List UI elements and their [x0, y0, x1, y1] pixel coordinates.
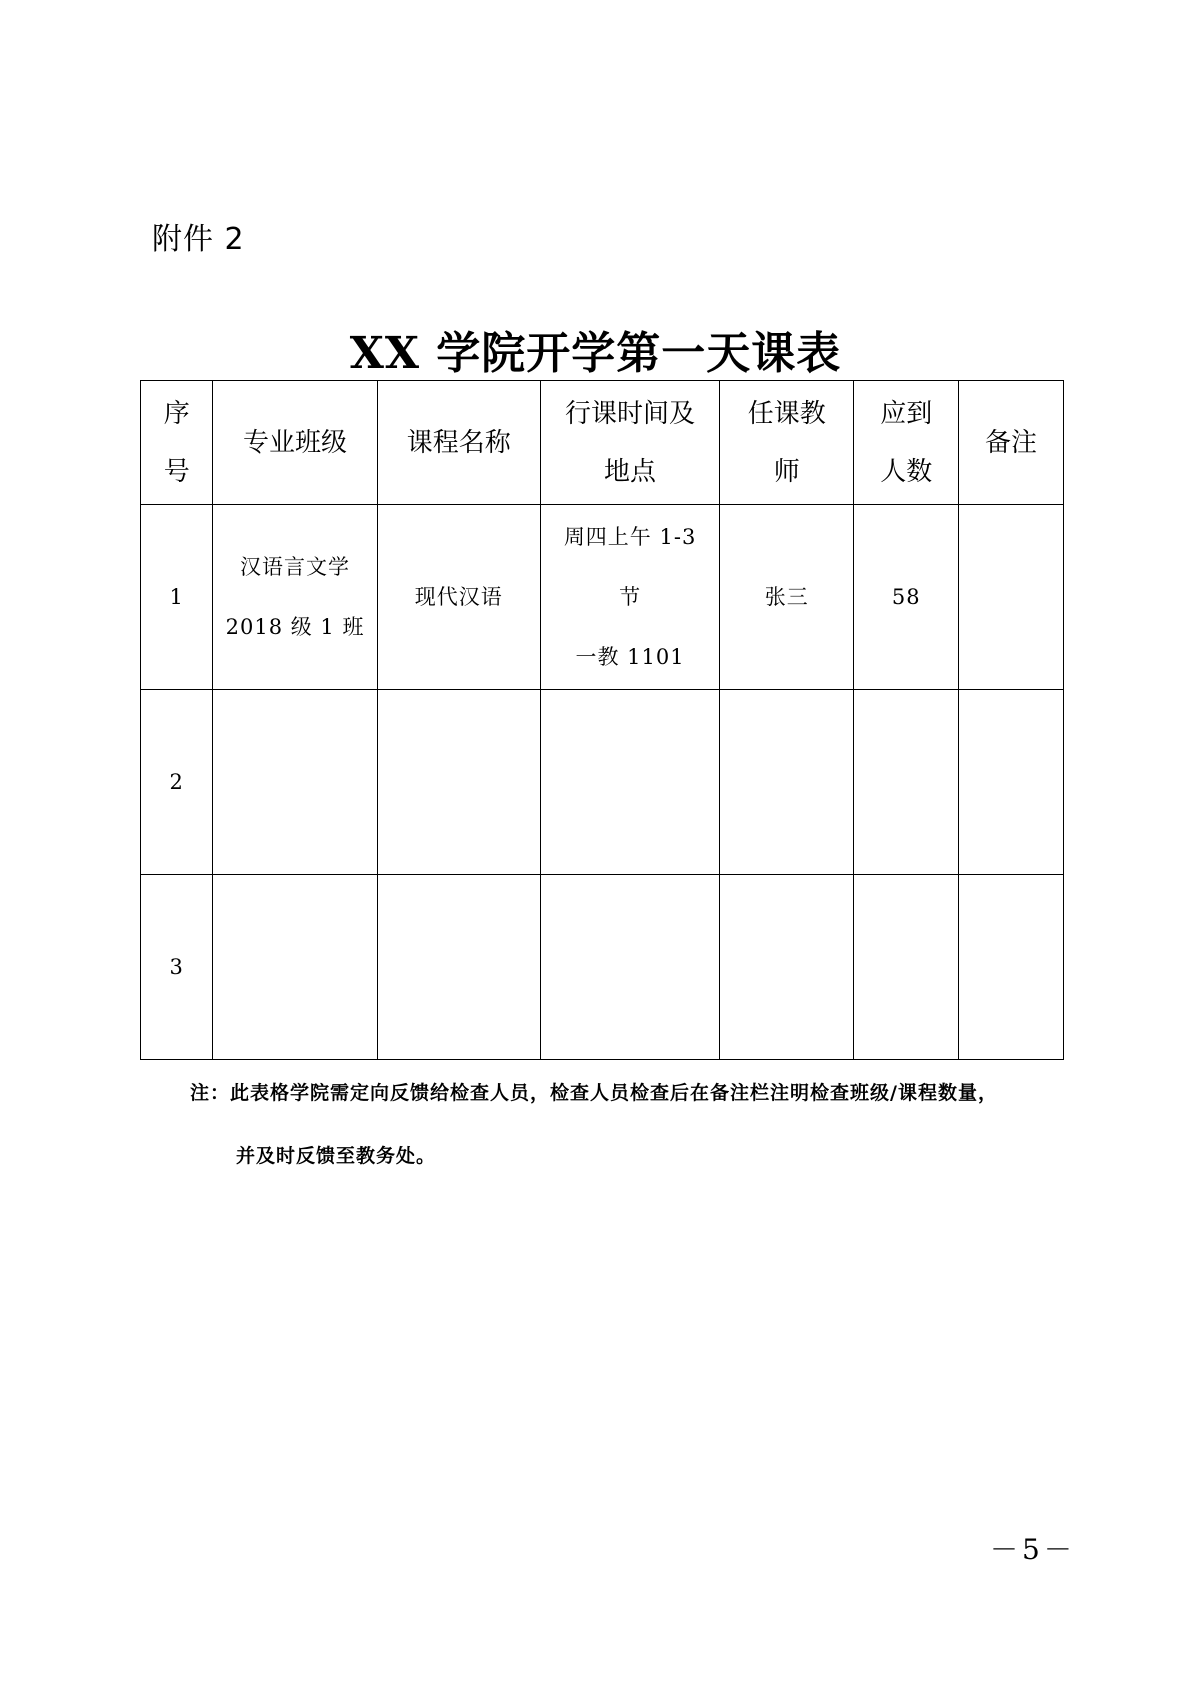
- page-title: XX 学院开学第一天课表: [349, 328, 842, 379]
- header-teacher: 任课教 师: [720, 381, 854, 505]
- header-time-place: 行课时间及 地点: [540, 381, 719, 505]
- table-row: [141, 690, 1064, 875]
- cell-index: 2: [141, 690, 213, 875]
- cell-remark: [959, 875, 1064, 1060]
- table-row: [141, 875, 1064, 1060]
- cell-expected: [854, 690, 959, 875]
- page-number: －5－: [990, 1533, 1076, 1566]
- header-index: 序 号: [141, 381, 213, 505]
- cell-teacher: [720, 690, 854, 875]
- cell-course: [377, 690, 540, 875]
- cell-expected: [854, 875, 959, 1060]
- footnote-line-1: 注：此表格学院需定向反馈给检查人员，检查人员检查后在备注栏注明检查班级/课程数量，: [190, 1082, 998, 1104]
- cell-time-place: 周四上午 1-3 节 一教 1101: [540, 505, 719, 690]
- attachment-label: 附件 2: [152, 222, 245, 257]
- cell-time-place: [540, 690, 719, 875]
- cell-remark: [959, 690, 1064, 875]
- cell-class: 汉语言文学 2018 级 1 班: [213, 505, 377, 690]
- header-course: 课程名称: [377, 381, 540, 505]
- schedule-table: [140, 380, 1064, 1060]
- header-class: 专业班级: [213, 381, 377, 505]
- header-expected: 应到 人数: [854, 381, 959, 505]
- cell-course: [377, 875, 540, 1060]
- cell-index: 1: [141, 505, 213, 690]
- cell-class: [213, 875, 377, 1060]
- cell-course: 现代汉语: [377, 505, 540, 690]
- table-header-row: [141, 381, 1064, 505]
- cell-time-place: [540, 875, 719, 1060]
- header-remark: 备注: [959, 381, 1064, 505]
- cell-expected: 58: [854, 505, 959, 690]
- cell-index: 3: [141, 875, 213, 1060]
- table-row: [141, 505, 1064, 690]
- cell-teacher: 张三: [720, 505, 854, 690]
- cell-teacher: [720, 875, 854, 1060]
- cell-remark: [959, 505, 1064, 690]
- footnote-line-2: 并及时反馈至教务处。: [236, 1145, 437, 1167]
- cell-class: [213, 690, 377, 875]
